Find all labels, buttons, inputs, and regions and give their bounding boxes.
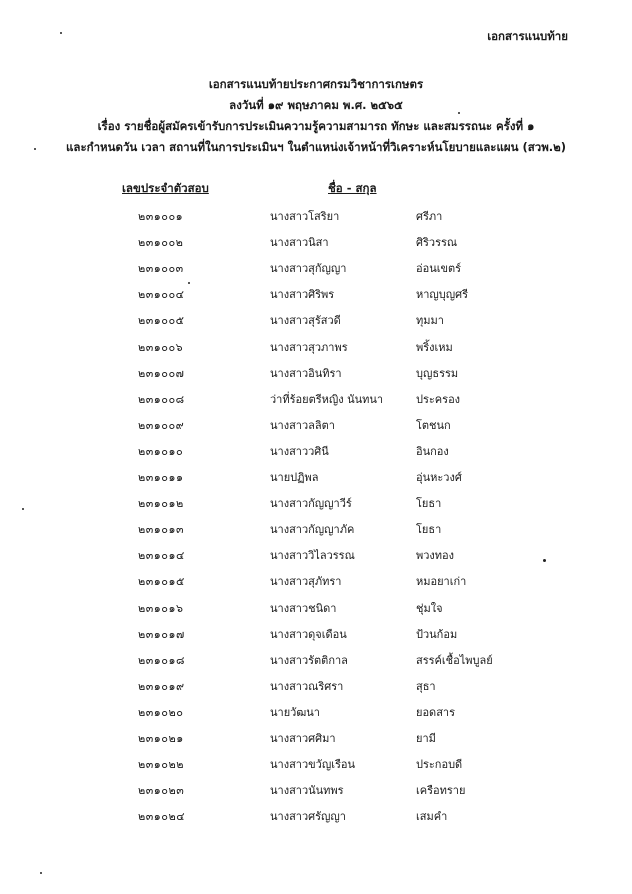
candidate-last-name: ยามี [416, 732, 436, 745]
candidate-first-name: นางสาวนันทพร [270, 784, 344, 798]
candidate-last-name: อ่อนเขตร์ [416, 262, 462, 276]
candidate-exam-id: ๒๓๑๐๑๒ [138, 497, 184, 511]
candidate-row [0, 807, 632, 831]
candidate-last-name: โยธา [416, 497, 442, 511]
candidate-last-name: สุธา [416, 679, 436, 693]
candidate-first-name: นางสาวสุวภาพร [270, 340, 348, 354]
candidate-exam-id: ๒๓๑๐๑๕ [138, 575, 185, 589]
candidate-exam-id: ๒๓๑๐๑๙ [138, 679, 185, 693]
attachment-label: เอกสารแนบท้าย [487, 29, 568, 43]
candidate-last-name: ป้วนก้อม [416, 627, 458, 641]
candidate-row [0, 416, 632, 440]
candidate-exam-id: ๒๓๑๐๐๘ [138, 392, 185, 406]
scan-speck [543, 559, 546, 562]
candidate-first-name: นางสาวโสริยา [270, 210, 340, 223]
candidate-first-name: นางสาวศรัญญา [270, 810, 346, 824]
candidate-last-name: ยอดสาร [416, 705, 455, 719]
candidate-row [0, 651, 632, 675]
candidate-last-name: หาญบุญศรี [416, 288, 469, 302]
candidate-exam-id: ๒๓๑๐๐๕ [138, 314, 185, 328]
candidate-row [0, 390, 632, 414]
candidate-row [0, 572, 632, 596]
column-header-exam-id: เลขประจำตัวสอบ [122, 181, 209, 195]
candidate-last-name: พริ้งเหม [416, 340, 453, 354]
candidate-last-name: ศรีภา [416, 210, 443, 223]
candidate-last-name: พวงทอง [416, 549, 455, 563]
candidate-first-name: นางสาวดุจเดือน [270, 627, 347, 641]
candidate-exam-id: ๒๓๑๐๑๑ [138, 471, 184, 484]
candidate-exam-id: ๒๓๑๐๐๒ [138, 236, 184, 250]
heading-subject: เรื่อง รายชื่อผู้สมัครเข้ารับการประเมินความรู้ความสามารถ ทักษะ และสมรรถนะ ครั้งที่ ๑ [97, 119, 535, 133]
candidate-row [0, 677, 632, 701]
scan-speck [188, 282, 190, 284]
column-header-full-name: ชื่อ - สกุล [328, 181, 377, 195]
candidate-last-name: บุญธรรม [416, 366, 459, 380]
candidate-row [0, 729, 632, 753]
candidate-first-name: นางสาวนิสา [270, 236, 329, 250]
candidate-first-name: นางสาววิไลวรรณ [270, 549, 355, 563]
candidate-row [0, 625, 632, 649]
candidate-row [0, 781, 632, 805]
candidate-exam-id: ๒๓๑๐๐๖ [138, 340, 184, 354]
scan-speck [34, 148, 36, 150]
candidate-last-name: ประกอบดี [416, 758, 463, 772]
candidate-first-name: นางสาวขวัญเรือน [270, 758, 355, 772]
candidate-row [0, 703, 632, 727]
candidate-first-name: นางสาวสุรัสวดี [270, 314, 341, 328]
candidate-row [0, 520, 632, 544]
candidate-first-name: นายวัฒนา [270, 705, 320, 719]
candidate-row [0, 364, 632, 388]
candidate-first-name: นางสาวรัตติกาล [270, 653, 348, 667]
candidate-exam-id: ๒๓๑๐๑๔ [138, 549, 185, 563]
candidate-exam-id: ๒๓๑๐๒๔ [138, 810, 186, 824]
candidate-first-name: นางสาวชนิดา [270, 601, 337, 615]
candidate-last-name: เสมคำ [416, 810, 448, 824]
candidate-row [0, 338, 632, 362]
candidate-exam-id: ๒๓๑๐๑๖ [138, 601, 184, 615]
candidate-row [0, 311, 632, 335]
candidate-row [0, 755, 632, 779]
candidate-last-name: หมอยาเก่า [416, 575, 467, 589]
candidate-first-name: นางสาวศิริพร [270, 288, 335, 302]
heading-subject-continued: และกำหนดวัน เวลา สถานที่ในการประเมินฯ ในตำแหน่งเจ้าหน้าที่วิเคราะห์นโยบายและแผน (สวพ.๒) [65, 140, 567, 154]
candidate-row [0, 494, 632, 518]
candidate-row [0, 442, 632, 466]
candidate-exam-id: ๒๓๑๐๑๘ [138, 653, 185, 667]
scan-speck [40, 872, 42, 874]
candidate-last-name: ศิริวรรณ [416, 236, 458, 250]
scan-speck [458, 112, 460, 114]
candidate-row [0, 546, 632, 570]
candidate-first-name: นางสาวศศิมา [270, 732, 336, 745]
candidate-exam-id: ๒๓๑๐๒๒ [138, 758, 184, 772]
scan-speck [22, 508, 24, 510]
candidate-exam-id: ๒๓๑๐๒๐ [138, 705, 184, 719]
heading-title: เอกสารแนบท้ายประกาศกรมวิชาการเกษตร [208, 77, 424, 91]
candidate-exam-id: ๒๓๑๐๑๓ [138, 523, 184, 537]
candidate-exam-id: ๒๓๑๐๐๙ [138, 418, 185, 432]
scan-speck [60, 32, 62, 34]
candidate-exam-id: ๒๓๑๐๐๗ [138, 366, 185, 380]
candidate-first-name: นางสาวอินทิรา [270, 366, 342, 380]
heading-date: ลงวันที่ ๑๙ พฤษภาคม พ.ศ. ๒๕๖๕ [229, 98, 403, 112]
candidate-first-name: นางสาวสุกัญญา [270, 262, 347, 276]
candidate-first-name: นางสาววศินี [270, 444, 329, 458]
candidate-last-name: อินกอง [416, 444, 449, 458]
candidate-row [0, 207, 632, 231]
candidate-first-name: นางสาวณริศรา [270, 679, 344, 693]
candidate-first-name: นางสาวกัญญาวีร์ [270, 497, 352, 511]
candidate-exam-id: ๒๓๑๐๐๑ [138, 210, 184, 223]
candidate-last-name: โตชนก [416, 418, 451, 432]
candidate-exam-id: ๒๓๑๐๐๓ [138, 262, 184, 276]
candidate-row [0, 599, 632, 623]
candidate-last-name: ทุมมา [416, 314, 444, 328]
candidate-exam-id: ๒๓๑๐๐๔ [138, 288, 185, 302]
candidate-first-name: นายปฏิพล [270, 471, 319, 484]
candidate-first-name: ว่าที่ร้อยตรีหญิง นันทนา [270, 392, 384, 406]
candidate-exam-id: ๒๓๑๐๒๓ [138, 784, 185, 798]
candidate-exam-id: ๒๓๑๐๑๗ [138, 627, 185, 641]
candidate-exam-id: ๒๓๑๐๑๐ [138, 444, 184, 458]
candidate-last-name: สรรค์เชื้อไพบูลย์ [416, 653, 493, 667]
candidate-exam-id: ๒๓๑๐๒๑ [138, 732, 184, 745]
candidate-last-name: ประครอง [416, 392, 461, 406]
candidate-last-name: โยธา [416, 523, 442, 537]
candidate-last-name: อุ่นหะวงศ์ [416, 471, 462, 484]
candidate-row [0, 259, 632, 283]
candidate-first-name: นางสาวสุภัทรา [270, 575, 342, 589]
candidate-row [0, 233, 632, 257]
candidate-last-name: เครือทราย [416, 784, 466, 798]
candidate-first-name: นางสาวกัญญาภัค [270, 523, 355, 537]
candidate-first-name: นางสาวลลิตา [270, 418, 335, 432]
candidate-row [0, 285, 632, 309]
candidate-row [0, 468, 632, 492]
candidate-last-name: ชุ่มใจ [416, 601, 443, 615]
